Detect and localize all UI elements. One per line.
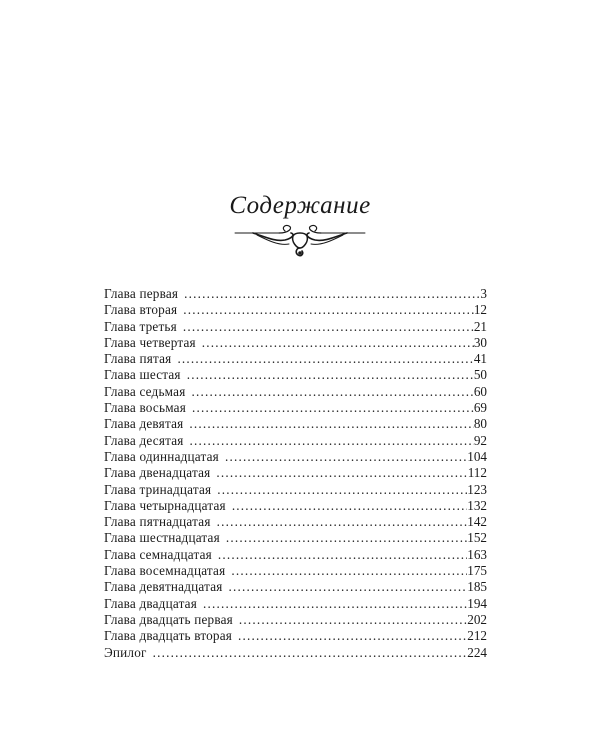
toc-entry-label: Глава двадцать первая xyxy=(104,611,233,627)
toc-entry-page-number: 50 xyxy=(473,367,487,383)
toc-entry-page-number: 112 xyxy=(467,465,487,481)
toc-entry-page-number: 41 xyxy=(473,351,487,367)
toc-entry-label: Глава вторая xyxy=(104,302,178,318)
toc-entry xyxy=(104,482,487,498)
toc-entry xyxy=(104,628,487,644)
toc-entry-page-number: 3 xyxy=(480,286,487,301)
toc-entry xyxy=(104,351,487,367)
dot-leader xyxy=(218,547,467,563)
dot-leader xyxy=(216,465,467,481)
toc-entry-label: Глава десятая xyxy=(104,432,184,448)
dot-leader xyxy=(183,302,474,318)
toc-entry-page-number: 202 xyxy=(467,611,487,627)
toc-entry-label: Глава пятнадцатая xyxy=(104,514,211,530)
toc-entry-label: Глава пятая xyxy=(104,351,172,367)
toc-entry-label: Глава шестая xyxy=(104,367,181,383)
toc-entry-page-number: 142 xyxy=(467,514,487,530)
toc-entry xyxy=(104,612,487,628)
toc-entry-page-number: 185 xyxy=(467,579,487,595)
toc-entry-label: Глава одиннадцатая xyxy=(104,448,219,464)
toc-entry-page-number: 104 xyxy=(467,448,487,464)
toc-entry-page-number: 163 xyxy=(467,546,487,562)
toc-entry xyxy=(104,514,487,530)
toc-entry xyxy=(104,384,487,400)
dot-leader xyxy=(191,384,473,400)
toc-entry-page-number: 30 xyxy=(473,334,487,350)
toc-entry-page-number: 60 xyxy=(473,383,487,399)
table-of-contents xyxy=(104,286,487,661)
toc-entry-label: Глава четвертая xyxy=(104,334,196,350)
toc-entry-label: Глава восемнадцатая xyxy=(104,563,226,579)
toc-entry xyxy=(104,400,487,416)
toc-entry-label: Глава восьмая xyxy=(104,400,186,416)
toc-entry xyxy=(104,335,487,351)
dot-leader xyxy=(231,563,467,579)
toc-entry-label: Глава девятнадцатая xyxy=(104,579,223,595)
toc-entry xyxy=(104,563,487,579)
toc-entry xyxy=(104,645,487,661)
toc-entry-label: Глава семнадцатая xyxy=(104,546,212,562)
toc-entry xyxy=(104,465,487,481)
toc-entry xyxy=(104,596,487,612)
dot-leader xyxy=(153,645,468,661)
dot-leader xyxy=(232,498,467,514)
toc-entry-label: Глава первая xyxy=(104,286,179,301)
toc-entry-label: Глава двадцать вторая xyxy=(104,628,233,644)
dot-leader xyxy=(192,400,474,416)
dot-leader xyxy=(189,416,473,432)
toc-entry xyxy=(104,547,487,563)
toc-entry-page-number: 123 xyxy=(467,481,487,497)
toc-entry xyxy=(104,449,487,465)
toc-entry-label: Глава третья xyxy=(104,318,177,334)
toc-entry-page-number: 224 xyxy=(467,644,487,660)
dot-leader xyxy=(183,319,474,335)
dot-leader xyxy=(184,286,480,302)
dot-leader xyxy=(217,514,468,530)
toc-entry-page-number: 194 xyxy=(467,595,487,611)
dot-leader xyxy=(190,433,474,449)
toc-entry xyxy=(104,416,487,432)
dot-leader xyxy=(217,482,467,498)
toc-entry-label: Глава двенадцатая xyxy=(104,465,211,481)
toc-entry-label: Глава шестнадцатая xyxy=(104,530,220,546)
dot-leader xyxy=(238,628,467,644)
dot-leader xyxy=(177,351,473,367)
toc-entry-page-number: 80 xyxy=(473,416,487,432)
toc-entry-label: Эпилог xyxy=(104,644,147,660)
toc-entry-page-number: 92 xyxy=(473,432,487,448)
dot-leader xyxy=(239,612,467,628)
toc-entry-label: Глава седьмая xyxy=(104,383,186,399)
dot-leader xyxy=(202,335,474,351)
toc-entry-label: Глава девятая xyxy=(104,416,184,432)
dot-leader xyxy=(187,367,474,383)
toc-entry xyxy=(104,302,487,318)
toc-entry-page-number: 175 xyxy=(467,563,487,579)
toc-entry xyxy=(104,319,487,335)
dot-leader xyxy=(203,596,467,612)
toc-entry xyxy=(104,433,487,449)
toc-entry-label: Глава тринадцатая xyxy=(104,481,212,497)
toc-entry-label: Глава двадцатая xyxy=(104,595,198,611)
toc-entry-page-number: 152 xyxy=(467,530,487,546)
flourish-divider-icon xyxy=(233,222,367,262)
toc-entry xyxy=(104,579,487,595)
toc-entry-page-number: 69 xyxy=(473,400,487,416)
dot-leader xyxy=(226,530,467,546)
toc-entry-page-number: 12 xyxy=(473,302,487,318)
toc-entry-label: Глава четырнадцатая xyxy=(104,497,226,513)
toc-entry-page-number: 212 xyxy=(467,628,487,644)
toc-entry-page-number: 21 xyxy=(473,318,487,334)
toc-entry xyxy=(104,286,487,302)
toc-entry xyxy=(104,367,487,383)
page-title: Содержание xyxy=(229,192,371,219)
dot-leader xyxy=(229,579,468,595)
dot-leader xyxy=(225,449,467,465)
toc-entry xyxy=(104,530,487,546)
toc-entry-page-number: 132 xyxy=(467,497,487,513)
toc-entry xyxy=(104,498,487,514)
